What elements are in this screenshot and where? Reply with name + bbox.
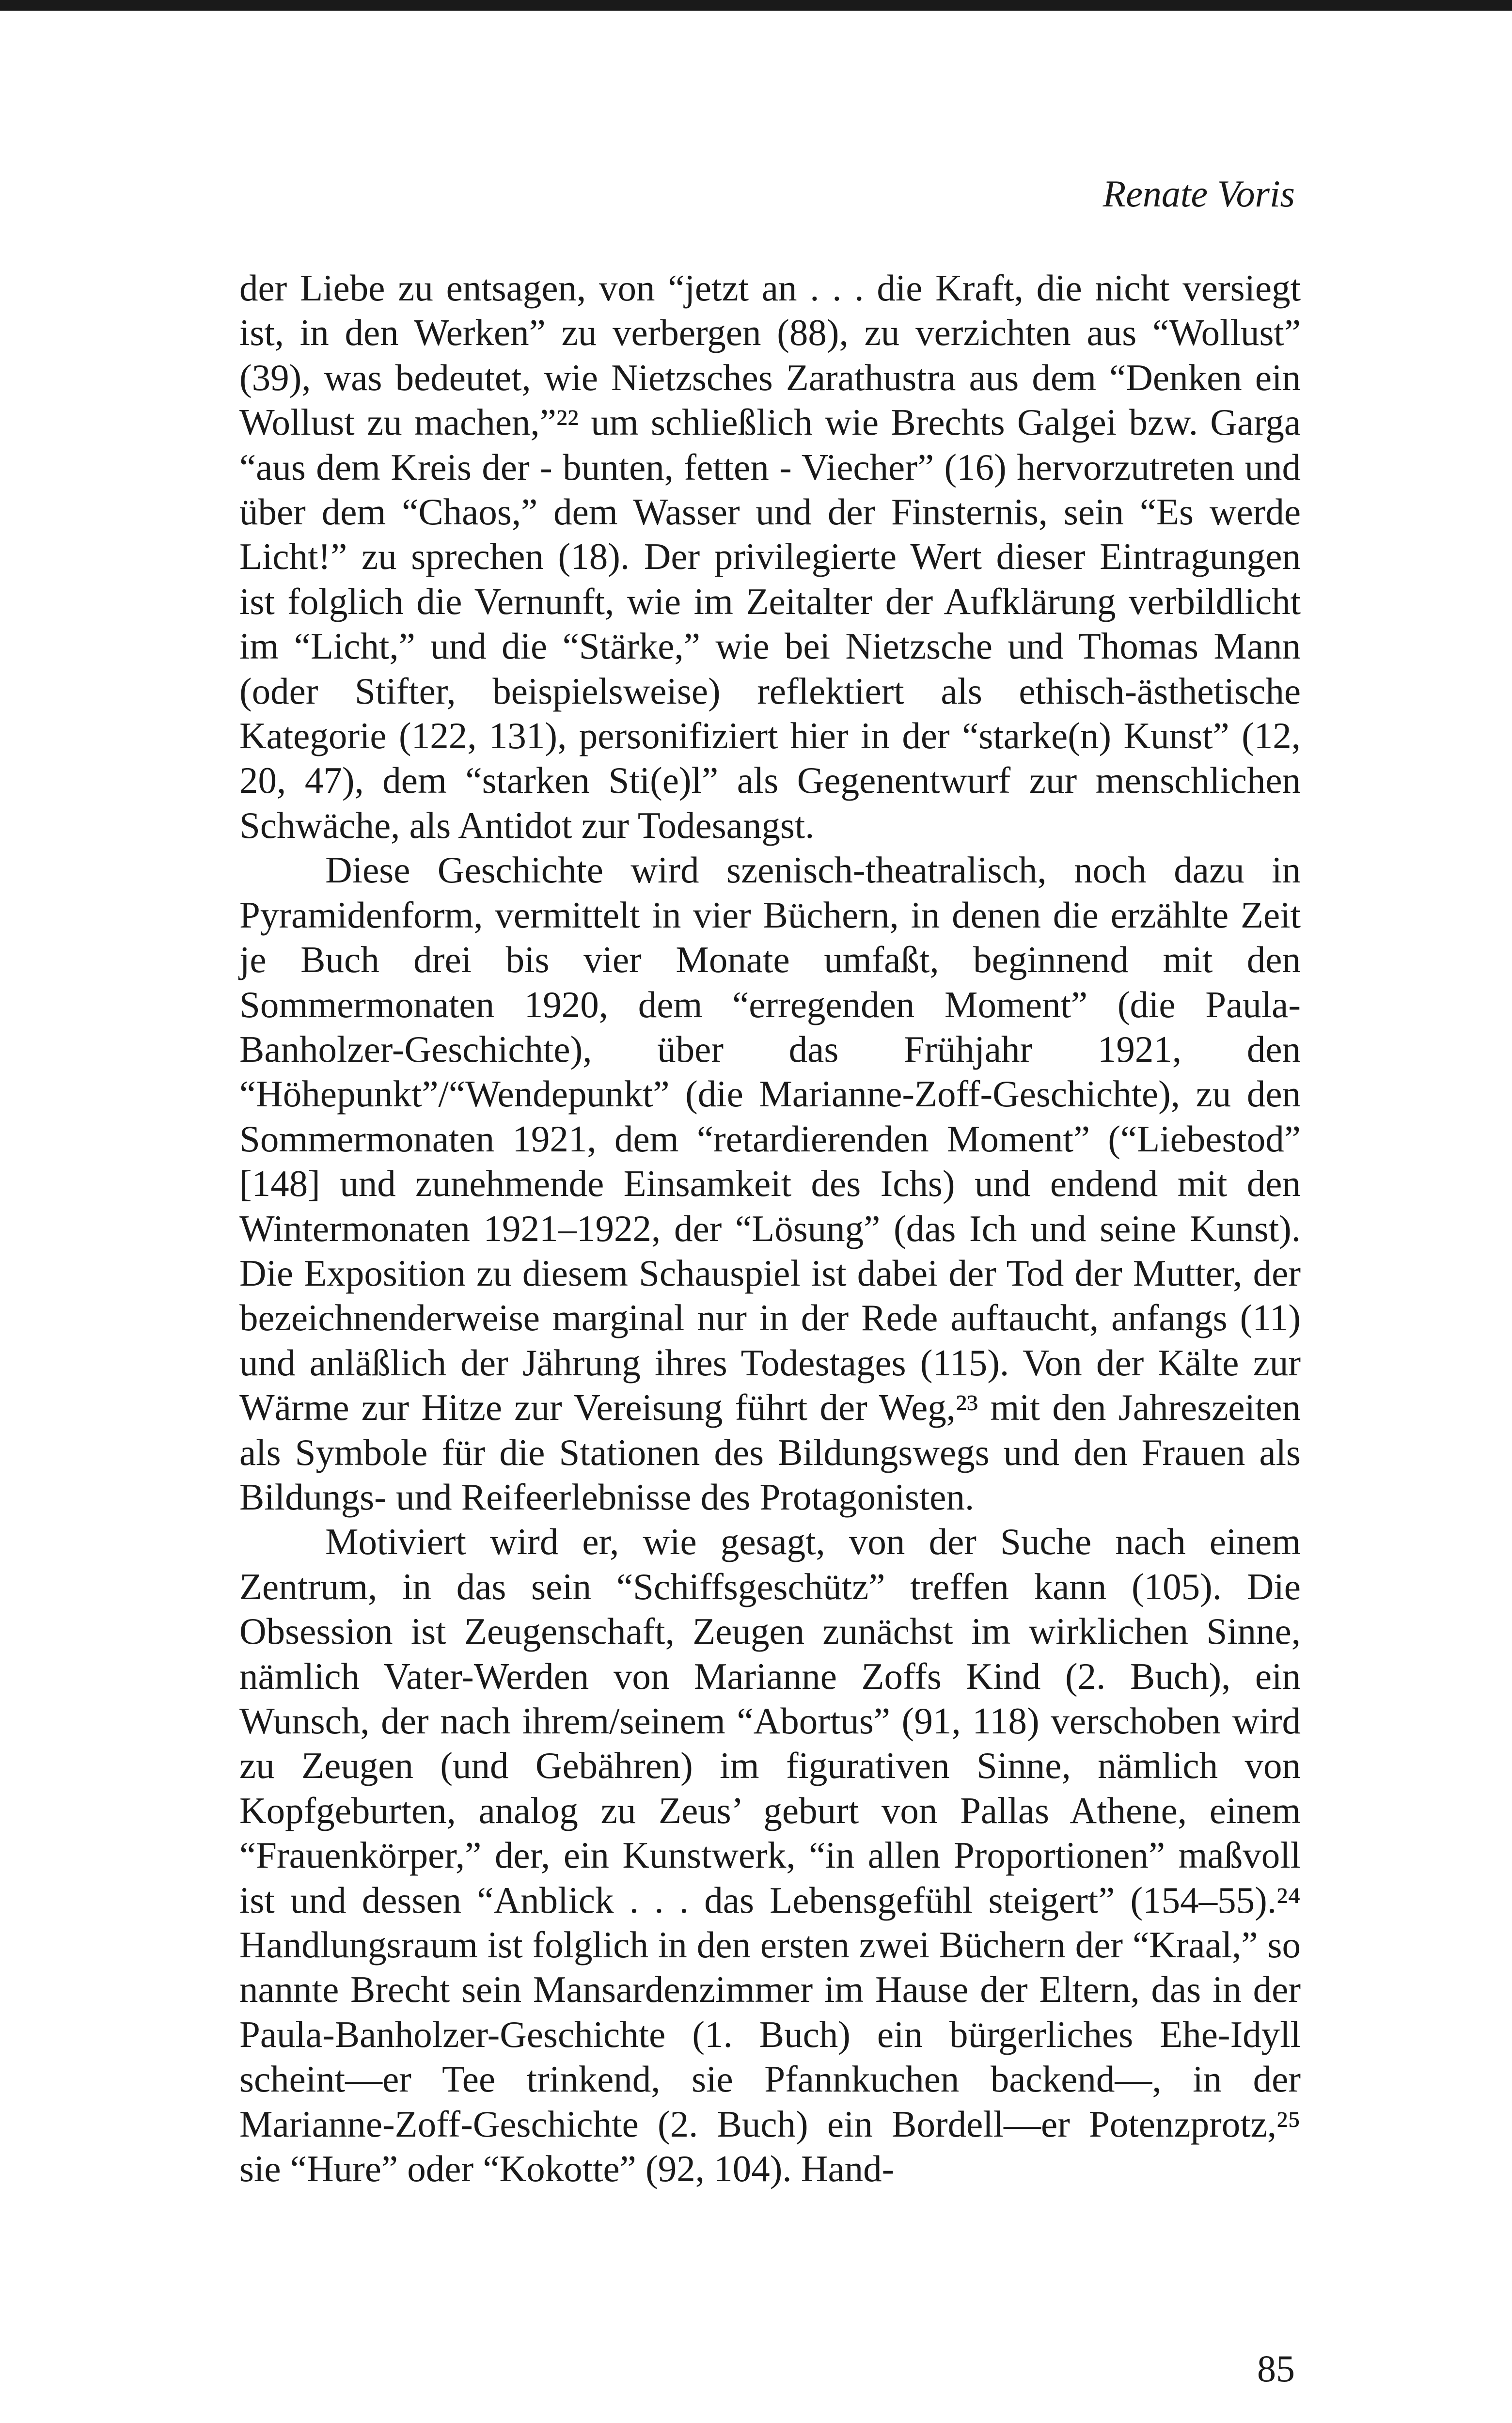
running-head-author: Renate Voris [1102, 173, 1295, 215]
paragraph-2: Diese Geschichte wird szenisch-theatralisch, noch dazu in Pyramidenform, vermittelt in vier Büchern, in denen die erzählte Zeit je Buch drei bis vier Monate umfaßt, beginnend mit den Sommermonaten 1920, dem “erregenden Moment” (die Paula-Banholzer-Geschichte), über das Frühjahr 1921, den “Höhepunkt”/“Wendepunkt” (die Marianne-Zoff-Geschichte), zu den Sommermonaten 1921, dem “retardierenden Moment” (“Liebestod” [148] und zunehmende Einsamkeit des Ichs) und endend mit den Wintermonaten 1921–1922, der “Lösung” (das Ich und seine Kunst). Die Exposition zu diesem Schauspiel ist dabei der Tod der Mutter, der bezeichnenderweise marginal nur in der Rede auftaucht, anfangs (11) und anläßlich der Jährung ihres Todestages (115). Von der Kälte zur Wärme zur Hitze zur Vereisung führt der Weg,²³ mit den Jahreszeiten als Symbole für die Stationen des Bildungswegs und den Frauen als Bildungs- und Reifeerlebnisse des Protagonisten. [239, 849, 1301, 1518]
paragraph-3: Motiviert wird er, wie gesagt, von der Suche nach einem Zentrum, in das sein “Schiffsgeschütz” treffen kann (105). Die Obsession ist Zeugenschaft, Zeugen zunächst im wirklichen Sinne, nämlich Vater-Werden von Marianne Zoffs Kind (2. Buch), ein Wunsch, der nach ihrem/seinem “Abortus” (91, 118) verschoben wird zu Zeugen (und Gebähren) im figurativen Sinne, nämlich von Kopfgeburten, analog zu Zeus’ geburt von Pallas Athene, einem “Frauenkörper,” der, ein Kunstwerk, “in allen Proportionen” maßvoll ist und dessen “Anblick . . . das Lebensgefühl steigert” (154–55).²⁴ Handlungsraum ist folglich in den ersten zwei Büchern der “Kraal,” so nannte Brecht sein Mansardenzimmer im Hause der Eltern, das in der Paula-Banholzer-Geschichte (1. Buch) ein bürgerliches Ehe-Idyll scheint—er Tee trinkend, sie Pfannkuchen backend—, in der Marianne-Zoff-Geschichte (2. Buch) ein Bordell—er Potenzprotz,²⁵ sie “Hure” oder “Kokotte” (92, 104). Hand- [239, 1521, 1301, 2190]
page-number: 85 [1257, 2347, 1295, 2390]
body-text [239, 266, 1301, 2191]
top-border-rule [0, 0, 1512, 11]
paragraph-1: der Liebe zu entsagen, von “jetzt an . . . die Kraft, die nicht versiegt ist, in den Werken” zu verbergen (88), zu verzichten aus “Wollust” (39), was bedeutet, wie Nietzsches Zarathustra aus dem “Denken ein Wollust zu machen,”²² um schließlich wie Brechts Galgei bzw. Garga “aus dem Kreis der - bunten, fetten - Viecher” (16) hervorzutreten und über dem “Chaos,” dem Wasser und der Finsternis, sein “Es werde Licht!” zu sprechen (18). Der privilegierte Wert dieser Eintragungen ist folglich die Vernunft, wie im Zeitalter der Aufklärung verbildlicht im “Licht,” und die “Stärke,” wie bei Nietzsche und Thomas Mann (oder Stifter, beispielsweise) reflektiert als ethisch-ästhetische Kategorie (122, 131), personifiziert hier in der “starke(n) Kunst” (12, 20, 47), dem “starken Sti(e)l” als Gegenentwurf zur menschlichen Schwäche, als Antidot zur Todesangst. [239, 267, 1301, 846]
